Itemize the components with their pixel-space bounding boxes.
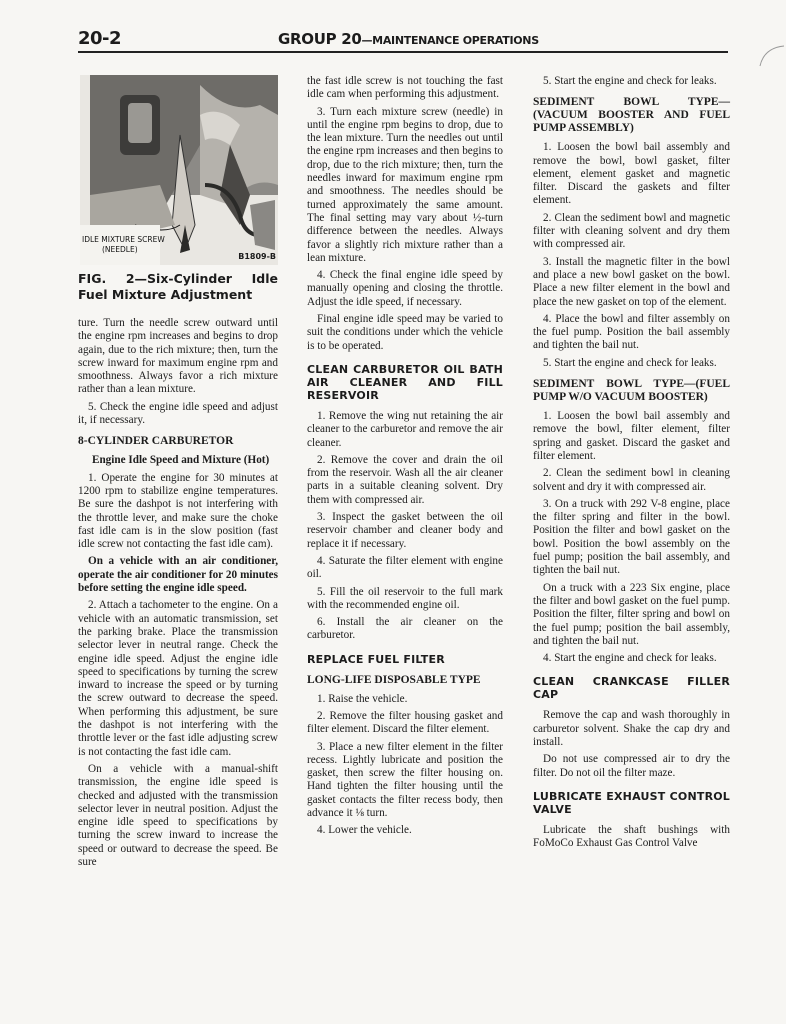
- page-number: 20-2: [78, 28, 122, 49]
- col3-paragraph-9: 3. On a truck with 292 V-8 engine, place the filter spring and filter in the bowl. Position the filter and bowl gasket on the bowl. Position the bowl assembly on the fuel pump; position the bail assembly, and tighten the bail nut.: [533, 497, 730, 577]
- col3-paragraph-8: 2. Clean the sediment bowl in cleaning solvent and dry it with compressed air.: [533, 467, 730, 493]
- heading-replace-fuel-filter: REPLACE FUEL FILTER: [307, 652, 445, 666]
- col2-paragraph-11: 1. Raise the vehicle.: [317, 692, 408, 705]
- col2-paragraph-4: Final engine idle speed may be varied to suit the conditions under which the vehicle is to be operated.: [307, 313, 503, 352]
- header-rule: [78, 51, 728, 53]
- col2-paragraph-14: 4. Lower the vehicle.: [317, 824, 412, 837]
- col3-paragraph-13: Do not use compressed air to dry the filter. Do not oil the filter maze.: [533, 753, 730, 779]
- col2-paragraph-7: 3. Inspect the gasket between the oil reservoir chamber and cleaner body and replace it if necessary.: [307, 511, 503, 550]
- heading-clean-crankcase-filler-cap: CLEAN CRANKCASE FILLER CAP: [533, 675, 730, 702]
- page-corner-mark: [756, 40, 786, 70]
- col1-paragraph-5: 2. Attach a tachometer to the engine. On a vehicle with an automatic transmission, set the parking brake. Place the transmission selector lever in neutral range. Check the engine idle speed. Adjust the engine idle speed to specifications by turning the screw inward to increase the speed or by turning the screw outward to decrease the speed. When performing this adjustment, be sure the dashpot is not interfering with the throttle lever or the fast idle adjusting screw is not contacting the fast idle cam.: [78, 599, 278, 758]
- col2-paragraph-6: 2. Remove the cover and drain the oil from the reservoir. Wash all the air cleaner parts in a suitable cleaning solvent. Dry them with compressed air.: [307, 453, 503, 506]
- heading-lubricate-exhaust-valve: LUBRICATE EXHAUST CONTROL VALVE: [533, 789, 730, 816]
- col2-paragraph-3: 4. Check the final engine idle speed by manually opening and closing the throttle. Adjust the idle speed, if necessary.: [307, 269, 503, 308]
- col3-paragraph-11: 4. Start the engine and check for leaks.: [543, 652, 717, 665]
- column-3: [533, 75, 730, 854]
- group-title-sub: —MAINTENANCE OPERATIONS: [361, 34, 539, 47]
- col3-paragraph-4: 3. Install the magnetic filter in the bowl and place a new bowl gasket on the bowl. Place a new filter element in the bowl and place the new gasket on top of the element.: [533, 255, 730, 308]
- col1-paragraph-1: ture. Turn the needle screw outward until the engine rpm increases and begins to drop again, due to the rich mixture; then, turn the screw inward for maximum engine rpm and smoothness. Always favor a rich mixture rather than a lean mixture.: [78, 317, 278, 396]
- col2-paragraph-10: 6. Install the air cleaner on the carburetor.: [307, 616, 503, 642]
- col3-paragraph-3: 2. Clean the sediment bowl and magnetic filter with cleaning solvent and dry them with compressed air.: [533, 211, 730, 251]
- col3-paragraph-14: Lubricate the shaft bushings with FoMoCo Exhaust Gas Control Valve: [533, 823, 730, 850]
- column-1: [78, 75, 278, 873]
- col3-paragraph-6: 5. Start the engine and check for leaks.: [543, 356, 717, 369]
- col3-paragraph-5: 4. Place the bowl and filter assembly on the fuel pump. Position the bail assembly and tighten the bail nut.: [533, 312, 730, 352]
- col2-paragraph-9: 5. Fill the oil reservoir to the full mark with the recommended engine oil.: [307, 585, 503, 611]
- heading-8-cylinder-carburetor: 8-CYLINDER CARBURETOR: [78, 435, 234, 448]
- col3-paragraph-7: 1. Loosen the bowl bail assembly and remove the bowl, filter element, filter spring and gasket. Discard the gasket and filter element.: [533, 410, 730, 462]
- col2-paragraph-5: 1. Remove the wing nut retaining the air cleaner to the carburetor and remove the air cleaner.: [307, 409, 503, 449]
- col1-paragraph-3: 1. Operate the engine for 30 minutes at 1200 rpm to stabilize engine temperatures. Be sure the dashpot is not interfering with the throttle lever, and make sure the choke fast idle cam is in the slow position (fast idle screw not contacting the fast idle cam).: [78, 471, 278, 551]
- col1-paragraph-2: 5. Check the engine idle speed and adjust it, if necessary.: [78, 400, 278, 427]
- group-title: [278, 30, 539, 48]
- heading-long-life-disposable: LONG-LIFE DISPOSABLE TYPE: [307, 673, 481, 686]
- col1-paragraph-4: On a vehicle with an air conditioner, operate the air conditioner for 20 minutes before setting the engine idle speed.: [78, 555, 278, 595]
- figure-label-needle: (NEEDLE): [102, 245, 138, 254]
- col2-paragraph-12: 2. Remove the filter housing gasket and filter element. Discard the filter element.: [307, 709, 503, 736]
- heading-sediment-bowl-vacuum-booster: SEDIMENT BOWL TYPE—(VACUUM BOOSTER AND FUEL PUMP ASSEMBLY): [533, 96, 730, 135]
- col2-paragraph-1: the fast idle screw is not touching the fast idle cam when performing this adjustment.: [307, 75, 503, 101]
- col2-paragraph-2: 3. Turn each mixture screw (needle) in until the engine rpm begins to drop, due to the lean mixture. Turn the needles out until the engine rpm increases and then begins to drop, due to the rich mixture; then, turn the needles inward for maximum engine rpm and smoothness. The needles should be turned approximately the same amount. The final setting may vary about ½-turn difference between the needles. Always favor a slightly rich mixture rather than a lean mixture.: [307, 105, 503, 264]
- page-header: [78, 28, 730, 50]
- carburetor-figure: [80, 75, 278, 265]
- column-2: [307, 75, 503, 842]
- figure-label-screw: IDLE MIXTURE SCREW: [82, 235, 165, 244]
- col2-paragraph-8: 4. Saturate the filter element with engine oil.: [307, 554, 503, 581]
- heading-sediment-bowl-no-booster: SEDIMENT BOWL TYPE—(FUEL PUMP W/O VACUUM BOOSTER): [533, 378, 730, 404]
- group-title-main: GROUP 20: [278, 30, 362, 48]
- col3-paragraph-12: Remove the cap and wash thoroughly in carburetor solvent. Shake the cap dry and install.: [533, 709, 730, 748]
- col3-paragraph-1: 5. Start the engine and check for leaks.: [543, 75, 717, 87]
- heading-clean-air-cleaner: CLEAN CARBURETOR OIL BATH AIR CLEANER AND FILL RESERVOIR: [307, 362, 503, 402]
- figure-id: B1809-B: [238, 252, 276, 261]
- col1-paragraph-6: On a vehicle with a manual-shift transmission, the engine idle speed is checked and adjusted with the transmission selector lever in neutral position. Adjust the engine idle speed to specifications by turning the screw inward to increase the speed or outward to decrease the speed. Be sure: [78, 762, 278, 868]
- col3-paragraph-2: 1. Loosen the bowl bail assembly and remove the bowl, bowl gasket, filter element, element gasket and magnetic filter. Discard the gaskets and filter element.: [533, 141, 730, 207]
- figure-caption: FIG. 2—Six-Cylinder Idle Fuel Mixture Adjustment: [78, 271, 278, 302]
- subheading-engine-idle-speed: Engine Idle Speed and Mixture (Hot): [92, 454, 270, 467]
- col2-paragraph-13: 3. Place a new filter element in the filter recess. Lightly lubricate and position the gasket, then screw the filter housing on. Hand tighten the filter housing until the gasket contacts the filter recess body, then advance it ⅛ turn.: [307, 740, 503, 820]
- col3-paragraph-10: On a truck with a 223 Six engine, place the filter and bowl gasket on the fuel pump. Position the filter, filter spring and bowl on the fuel pump; position the bail assembly, and tighten the bail nut.: [533, 581, 730, 647]
